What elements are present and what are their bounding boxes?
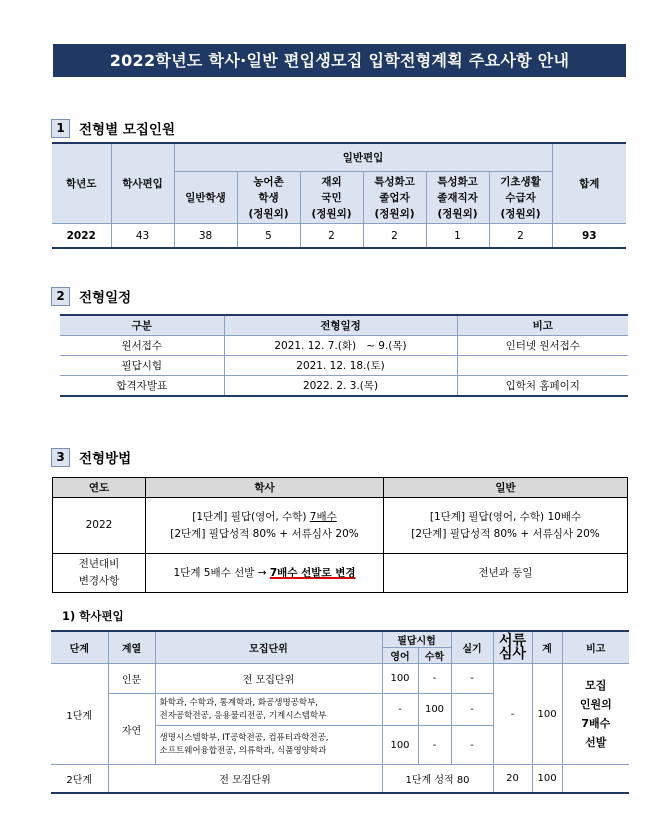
section-title: 전형별 모집인원 [79,122,175,138]
table-row [53,498,628,554]
cell: - [451,726,493,765]
cell-change-label: 전년대비 변경사항 [53,554,146,593]
header-bachelor: 학사편입 [111,143,174,224]
section-title: 전형일정 [79,290,132,306]
cell-note: 모집 인원의 7배수 선발 [562,664,629,765]
cell-total: 100 [532,765,562,794]
cell-document: 20 [493,765,532,794]
header-unit: 모집단위 [155,631,382,664]
text: [1단계] 필답(영어, 수학) [192,510,310,523]
cell-track: 자연 [108,694,155,765]
cell: - [451,694,493,726]
cell: 5 [237,224,300,249]
header-math: 수학 [418,648,451,664]
bachelor-transfer-table [51,630,629,794]
cell: 2 [489,224,552,249]
table-row [60,376,628,397]
table-row [51,664,629,694]
header-rural: 농어촌 학생 (정원외) [237,172,300,224]
cell: 1 [426,224,489,249]
cell: 입학처 홈페이지 [457,376,628,397]
header-document: 서류 심사 [493,631,532,664]
section-3-heading [51,447,131,467]
cell: 43 [111,224,174,249]
cell: 38 [174,224,237,249]
header-track: 계열 [108,631,155,664]
header-general-student: 일반학생 [174,172,237,224]
header-remarks: 비고 [457,315,628,336]
header-schedule: 전형일정 [224,315,457,336]
table-row [52,224,626,249]
text: [2단계] 필답성적 80% + 서류심사 20% [170,527,359,540]
cell-written: 1단계 성적 80 [382,765,493,794]
cell: 100 [418,694,451,726]
section-title: 전형방법 [79,451,132,467]
cell: - [418,664,451,694]
header-written: 필답시험 [382,631,451,648]
section-2-heading [51,286,131,306]
cell: 원서접수 [60,336,224,356]
cell-stage: 2단계 [51,765,108,794]
text: [1단계] 필답(영어, 수학) 10배수 [429,510,582,523]
cell-unit: 생명시스템학부, IT공학전공, 컴퓨터과학전공, 소프트웨어융합전공, 의류학과, 식품영양학과 [155,726,382,765]
cell: 2021. 12. 7.(화) ~ 9.(목) [224,336,457,356]
header-bachelor: 학사 [146,478,384,498]
header-overseas: 재외 국민 (정원외) [300,172,363,224]
header-total: 합계 [552,143,626,224]
cell-track: 인문 [108,664,155,694]
section-number: 3 [51,448,70,467]
cell-note-empty [562,765,629,794]
cell: 100 [382,726,418,765]
page-title: 2022학년도 학사·일반 편입생모집 입학전형계획 주요사항 안내 [53,44,626,77]
cell: 필답시험 [60,356,224,376]
cell: 100 [382,664,418,694]
text: [2단계] 필답성적 80% + 서류심사 20% [411,527,600,540]
table-row [60,356,628,376]
header-practical: 실기 [451,631,493,664]
cell-stage: 1단계 [51,664,108,765]
cell [457,356,628,376]
cell-total: 93 [552,224,626,249]
cell: 2 [300,224,363,249]
cell-document: - [493,664,532,765]
highlight-text: 7배수 [309,510,337,523]
text: 1단계 5배수 선발 → [173,566,270,579]
cell: - [418,726,451,765]
header-english: 영어 [382,648,418,664]
cell: 2 [363,224,426,249]
table-row [60,336,628,356]
cell-year: 2022 [52,224,111,249]
schedule-table [60,314,628,397]
header-special-work: 특성화고 졸재직자 (정원외) [426,172,489,224]
method-table [52,477,628,593]
highlight-text: 7배수 선발로 변경 [269,566,356,579]
cell: - [451,664,493,694]
header-note: 비고 [562,631,629,664]
header-special-grad: 특성화고 졸업자 (정원외) [363,172,426,224]
header-general: 일반 [384,478,628,498]
header-year: 학년도 [52,143,111,224]
cell-unit: 전 모집단위 [108,765,382,794]
cell-unit: 화학과, 수학과, 통계학과, 화공생명공학부, 전자공학전공, 응용물리전공, 기계시스템학부 [155,694,382,726]
table-row [53,554,628,593]
cell-year: 2022 [53,498,146,554]
cell: 합격자발표 [60,376,224,397]
cell-general-method [384,498,628,554]
header-stage: 단계 [51,631,108,664]
cell-general-change: 전년과 동일 [384,554,628,593]
header-category: 구분 [60,315,224,336]
cell-total: 100 [532,664,562,765]
cell: - [382,694,418,726]
header-total: 계 [532,631,562,664]
header-general-group: 일반편입 [174,143,552,172]
cell: 인터넷 원서접수 [457,336,628,356]
section-number: 1 [51,119,70,138]
header-basic-living: 기초생활 수급자 (정원외) [489,172,552,224]
cell: 2022. 2. 3.(목) [224,376,457,397]
section-number: 2 [51,287,70,306]
cell: 2021. 12. 18.(토) [224,356,457,376]
cell-unit: 전 모집단위 [155,664,382,694]
cell-bachelor-change [146,554,384,593]
subsection-title: 1) 학사편입 [62,609,124,623]
header-year: 연도 [53,478,146,498]
recruitment-table [52,142,626,249]
table-row [51,765,629,794]
cell-bachelor-method [146,498,384,554]
section-1-heading [51,118,175,138]
